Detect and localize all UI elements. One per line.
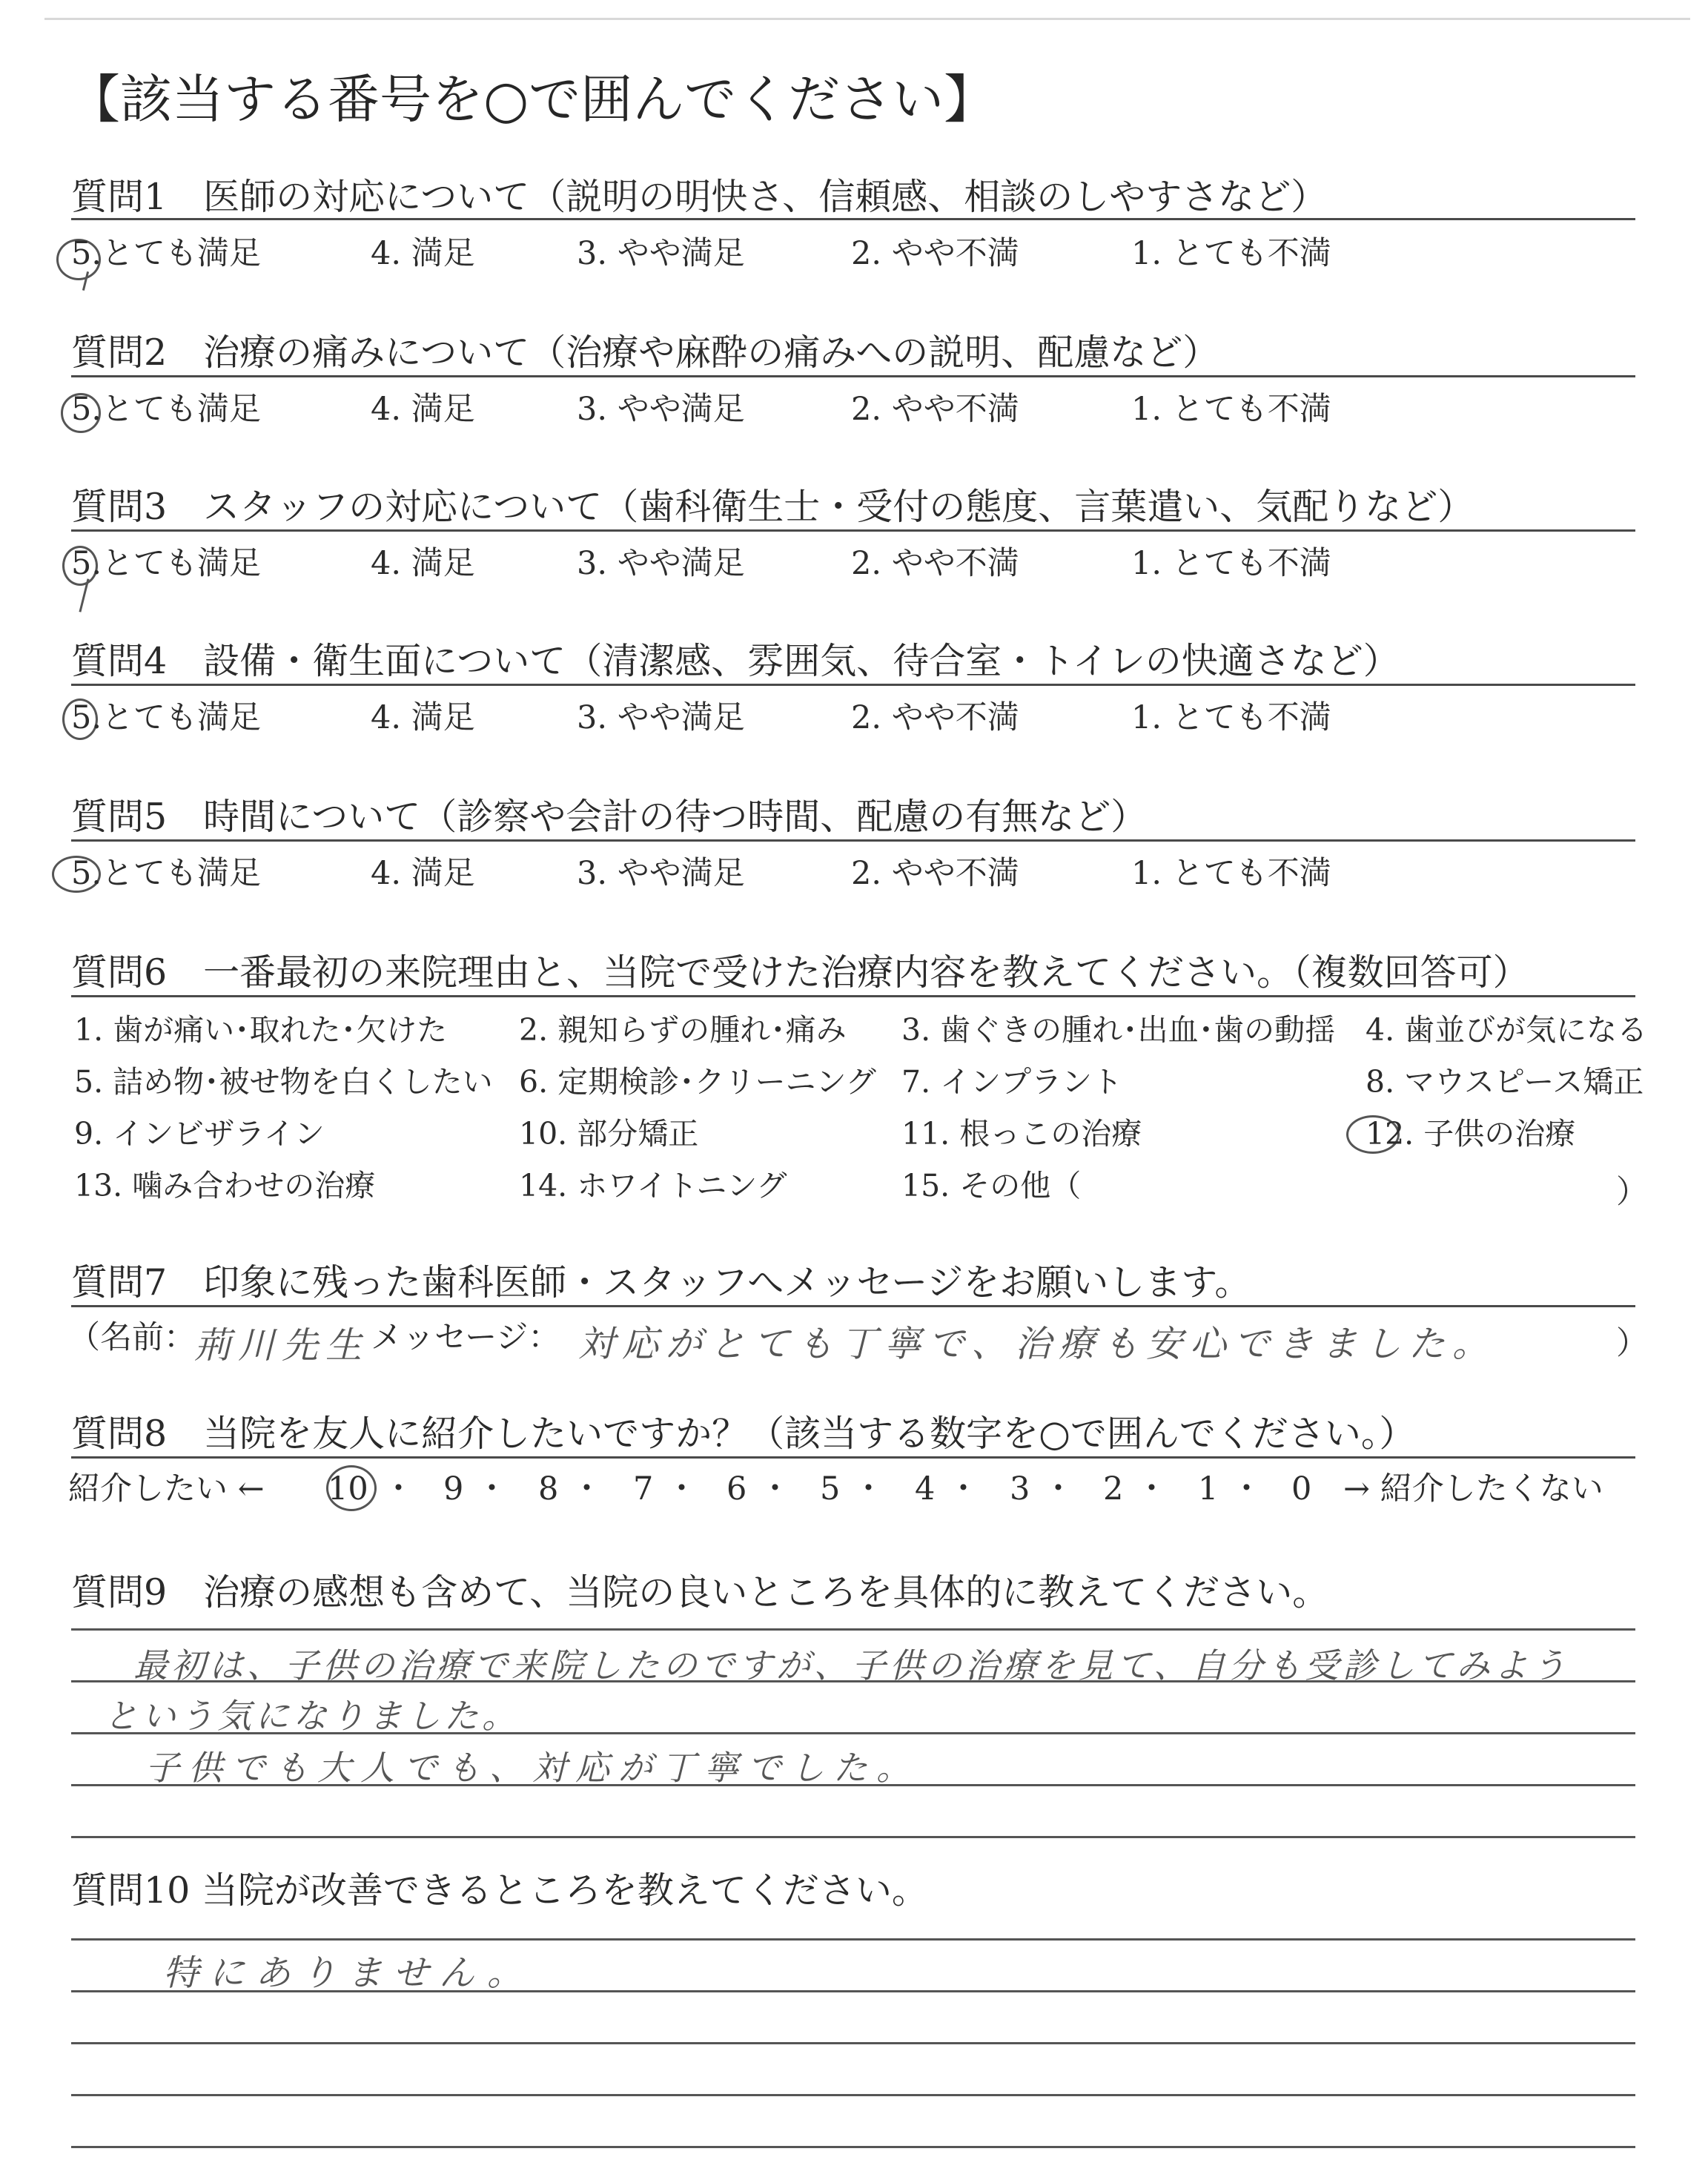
reason-option-4[interactable]: 4. 歯並びが気になる [1366, 1012, 1648, 1048]
rating-option-5[interactable]: 5.とても満足 [71, 391, 262, 428]
rating-option-3[interactable]: 3. やや満足 [577, 699, 745, 736]
answer-line [71, 1990, 1635, 1992]
scale-separator: ・ [947, 1470, 979, 1507]
name-handwriting[interactable]: 荊川先生 [194, 1324, 370, 1367]
other-close-paren: ） [1616, 1174, 1648, 1211]
question-rule [71, 1305, 1635, 1307]
question-rule [71, 529, 1635, 532]
question-title: 質問2 治療の痛みについて（治療や麻酔の痛みへの説明、配慮など） [71, 331, 1219, 374]
answer-line [71, 1836, 1635, 1838]
scale-separator: ・ [759, 1470, 791, 1507]
rating-option-2[interactable]: 2. やや不満 [851, 391, 1019, 428]
scale-value-1[interactable]: 1 [1198, 1470, 1219, 1507]
rating-option-4[interactable]: 4. 満足 [371, 855, 475, 892]
scale-value-2[interactable]: 2 [1103, 1470, 1124, 1507]
rating-option-4[interactable]: 4. 満足 [371, 699, 475, 736]
message-close-paren: ） [1616, 1325, 1648, 1362]
scale-value-0[interactable]: 0 [1291, 1470, 1312, 1507]
question-title: 質問4 設備・衛生面について（清潔感、雰囲気、待合室・トイレの快適さなど） [71, 640, 1400, 682]
scale-separator: ・ [571, 1470, 603, 1507]
question-title: 質問8 当院を友人に紹介したいですか？（該当する数字を○で囲んでください。） [71, 1413, 1416, 1455]
scale-separator: ・ [476, 1470, 508, 1507]
answer-line [71, 2146, 1635, 2148]
reason-option-6[interactable]: 6. 定期検診･クリーニング [519, 1064, 876, 1100]
answer-line [71, 2094, 1635, 2096]
rating-option-1[interactable]: 1. とても不満 [1131, 855, 1331, 892]
reason-option-3[interactable]: 3. 歯ぐきの腫れ･出血･歯の動揺 [901, 1012, 1336, 1048]
reason-option-10[interactable]: 10. 部分矯正 [519, 1116, 699, 1152]
scale-value-7[interactable]: 7 [633, 1470, 654, 1507]
reason-option-15[interactable]: 15. その他（ [901, 1168, 1082, 1203]
scale-value-6[interactable]: 6 [726, 1470, 747, 1507]
answer-line [71, 1732, 1635, 1734]
reason-option-7[interactable]: 7. インプラント [901, 1064, 1123, 1100]
rating-option-2[interactable]: 2. やや不満 [851, 545, 1019, 582]
reason-option-13[interactable]: 13. 噛み合わせの治療 [74, 1168, 376, 1203]
question-rule [71, 1456, 1635, 1459]
scale-separator: ・ [383, 1470, 414, 1507]
answer-handwriting-line-2[interactable]: という気になりました。 [104, 1696, 520, 1736]
question-rule [71, 684, 1635, 686]
question-rule [71, 839, 1635, 842]
scale-right-label: → 紹介したくない [1343, 1470, 1603, 1507]
answer-handwriting-line-1[interactable]: 特にありません。 [163, 1952, 533, 1994]
answer-handwriting-line-1[interactable]: 最初は、子供の治療で来院したのですが、子供の治療を見て、自分も受診してみよう [133, 1645, 1570, 1685]
reason-option-9[interactable]: 9. インビザライン [74, 1116, 325, 1152]
rating-option-3[interactable]: 3. やや満足 [577, 391, 745, 428]
recommend-scale [68, 1468, 1640, 1513]
rating-option-4[interactable]: 4. 満足 [371, 391, 475, 428]
rating-option-5[interactable]: 5.とても満足 [71, 855, 262, 892]
question-rule [71, 375, 1635, 377]
question-title: 質問6 一番最初の来院理由と、当院で受けた治療内容を教えてください。（複数回答可） [71, 951, 1529, 994]
scale-value-3[interactable]: 3 [1010, 1470, 1030, 1507]
scale-separator: ・ [853, 1470, 884, 1507]
message-label: メッセージ： [371, 1319, 560, 1356]
scale-value-4[interactable]: 4 [915, 1470, 936, 1507]
rating-option-3[interactable]: 3. やや満足 [577, 855, 745, 892]
rating-option-1[interactable]: 1. とても不満 [1131, 391, 1331, 428]
rating-option-5[interactable]: 5.とても満足 [71, 235, 262, 272]
message-handwriting[interactable]: 対応がとても丁寧で、治療も安心できました。 [578, 1323, 1497, 1365]
scale-separator: ・ [1136, 1470, 1168, 1507]
rating-option-2[interactable]: 2. やや不満 [851, 235, 1019, 272]
scale-separator: ・ [666, 1470, 698, 1507]
scale-value-5[interactable]: 5 [820, 1470, 841, 1507]
question-title: 質問9 治療の感想も含めて、当院の良いところを具体的に教えてください。 [71, 1571, 1329, 1614]
question-rule [71, 995, 1635, 997]
rating-option-1[interactable]: 1. とても不満 [1131, 699, 1331, 736]
rating-option-1[interactable]: 1. とても不満 [1131, 545, 1331, 582]
reason-option-2[interactable]: 2. 親知らずの腫れ･痛み [519, 1012, 847, 1048]
scale-value-9[interactable]: 9 [443, 1470, 464, 1507]
page-heading: 【該当する番号を○で囲んでください】 [68, 69, 996, 130]
rating-option-4[interactable]: 4. 満足 [371, 545, 475, 582]
answer-line [71, 1938, 1635, 1941]
reason-option-14[interactable]: 14. ホワイトニング [519, 1168, 787, 1203]
scale-left-label: 紹介したい ← [68, 1470, 265, 1507]
answer-line [71, 1784, 1635, 1786]
reason-option-5[interactable]: 5. 詰め物･被せ物を白くしたい [74, 1064, 493, 1100]
rating-option-4[interactable]: 4. 満足 [371, 235, 475, 272]
scale-separator: ・ [1231, 1470, 1262, 1507]
scale-value-8[interactable]: 8 [538, 1470, 559, 1507]
question-title: 質問3 スタッフの対応について（歯科衛生士・受付の態度、言葉遣い、気配りなど） [71, 486, 1474, 528]
reason-option-1[interactable]: 1. 歯が痛い･取れた･欠けた [74, 1012, 448, 1048]
question-title: 質問1 医師の対応について（説明の明快さ、信頼感、相談のしやすさなど） [71, 176, 1328, 218]
scale-separator: ・ [1042, 1470, 1074, 1507]
question-title: 質問10 当院が改善できるところを教えてください。 [71, 1869, 928, 1912]
rating-option-5[interactable]: 5.とても満足 [71, 545, 262, 582]
rating-option-3[interactable]: 3. やや満足 [577, 235, 745, 272]
rating-option-2[interactable]: 2. やや不満 [851, 699, 1019, 736]
reason-option-11[interactable]: 11. 根っこの治療 [901, 1116, 1142, 1152]
rating-option-5[interactable]: 5.とても満足 [71, 699, 262, 736]
answer-line [71, 1680, 1635, 1682]
reason-option-8[interactable]: 8. マウスピース矯正 [1366, 1064, 1644, 1100]
question-title: 質問5 時間について（診察や会計の待つ時間、配慮の有無など） [71, 796, 1148, 838]
reason-option-12[interactable]: 12. 子供の治療 [1366, 1116, 1576, 1152]
name-label: （名前： [68, 1319, 196, 1356]
rating-option-1[interactable]: 1. とても不満 [1131, 235, 1331, 272]
scale-value-10[interactable]: 10 [328, 1470, 368, 1507]
answer-line [71, 1628, 1635, 1631]
question-rule [71, 218, 1635, 220]
rating-option-3[interactable]: 3. やや満足 [577, 545, 745, 582]
question-title: 質問7 印象に残った歯科医師・スタッフへメッセージをお願いします。 [71, 1261, 1251, 1304]
top-border [44, 18, 1690, 20]
rating-option-2[interactable]: 2. やや不満 [851, 855, 1019, 892]
answer-handwriting-line-3[interactable]: 子供でも大人でも、対応が丁寧でした。 [145, 1748, 919, 1788]
answer-line [71, 2042, 1635, 2044]
